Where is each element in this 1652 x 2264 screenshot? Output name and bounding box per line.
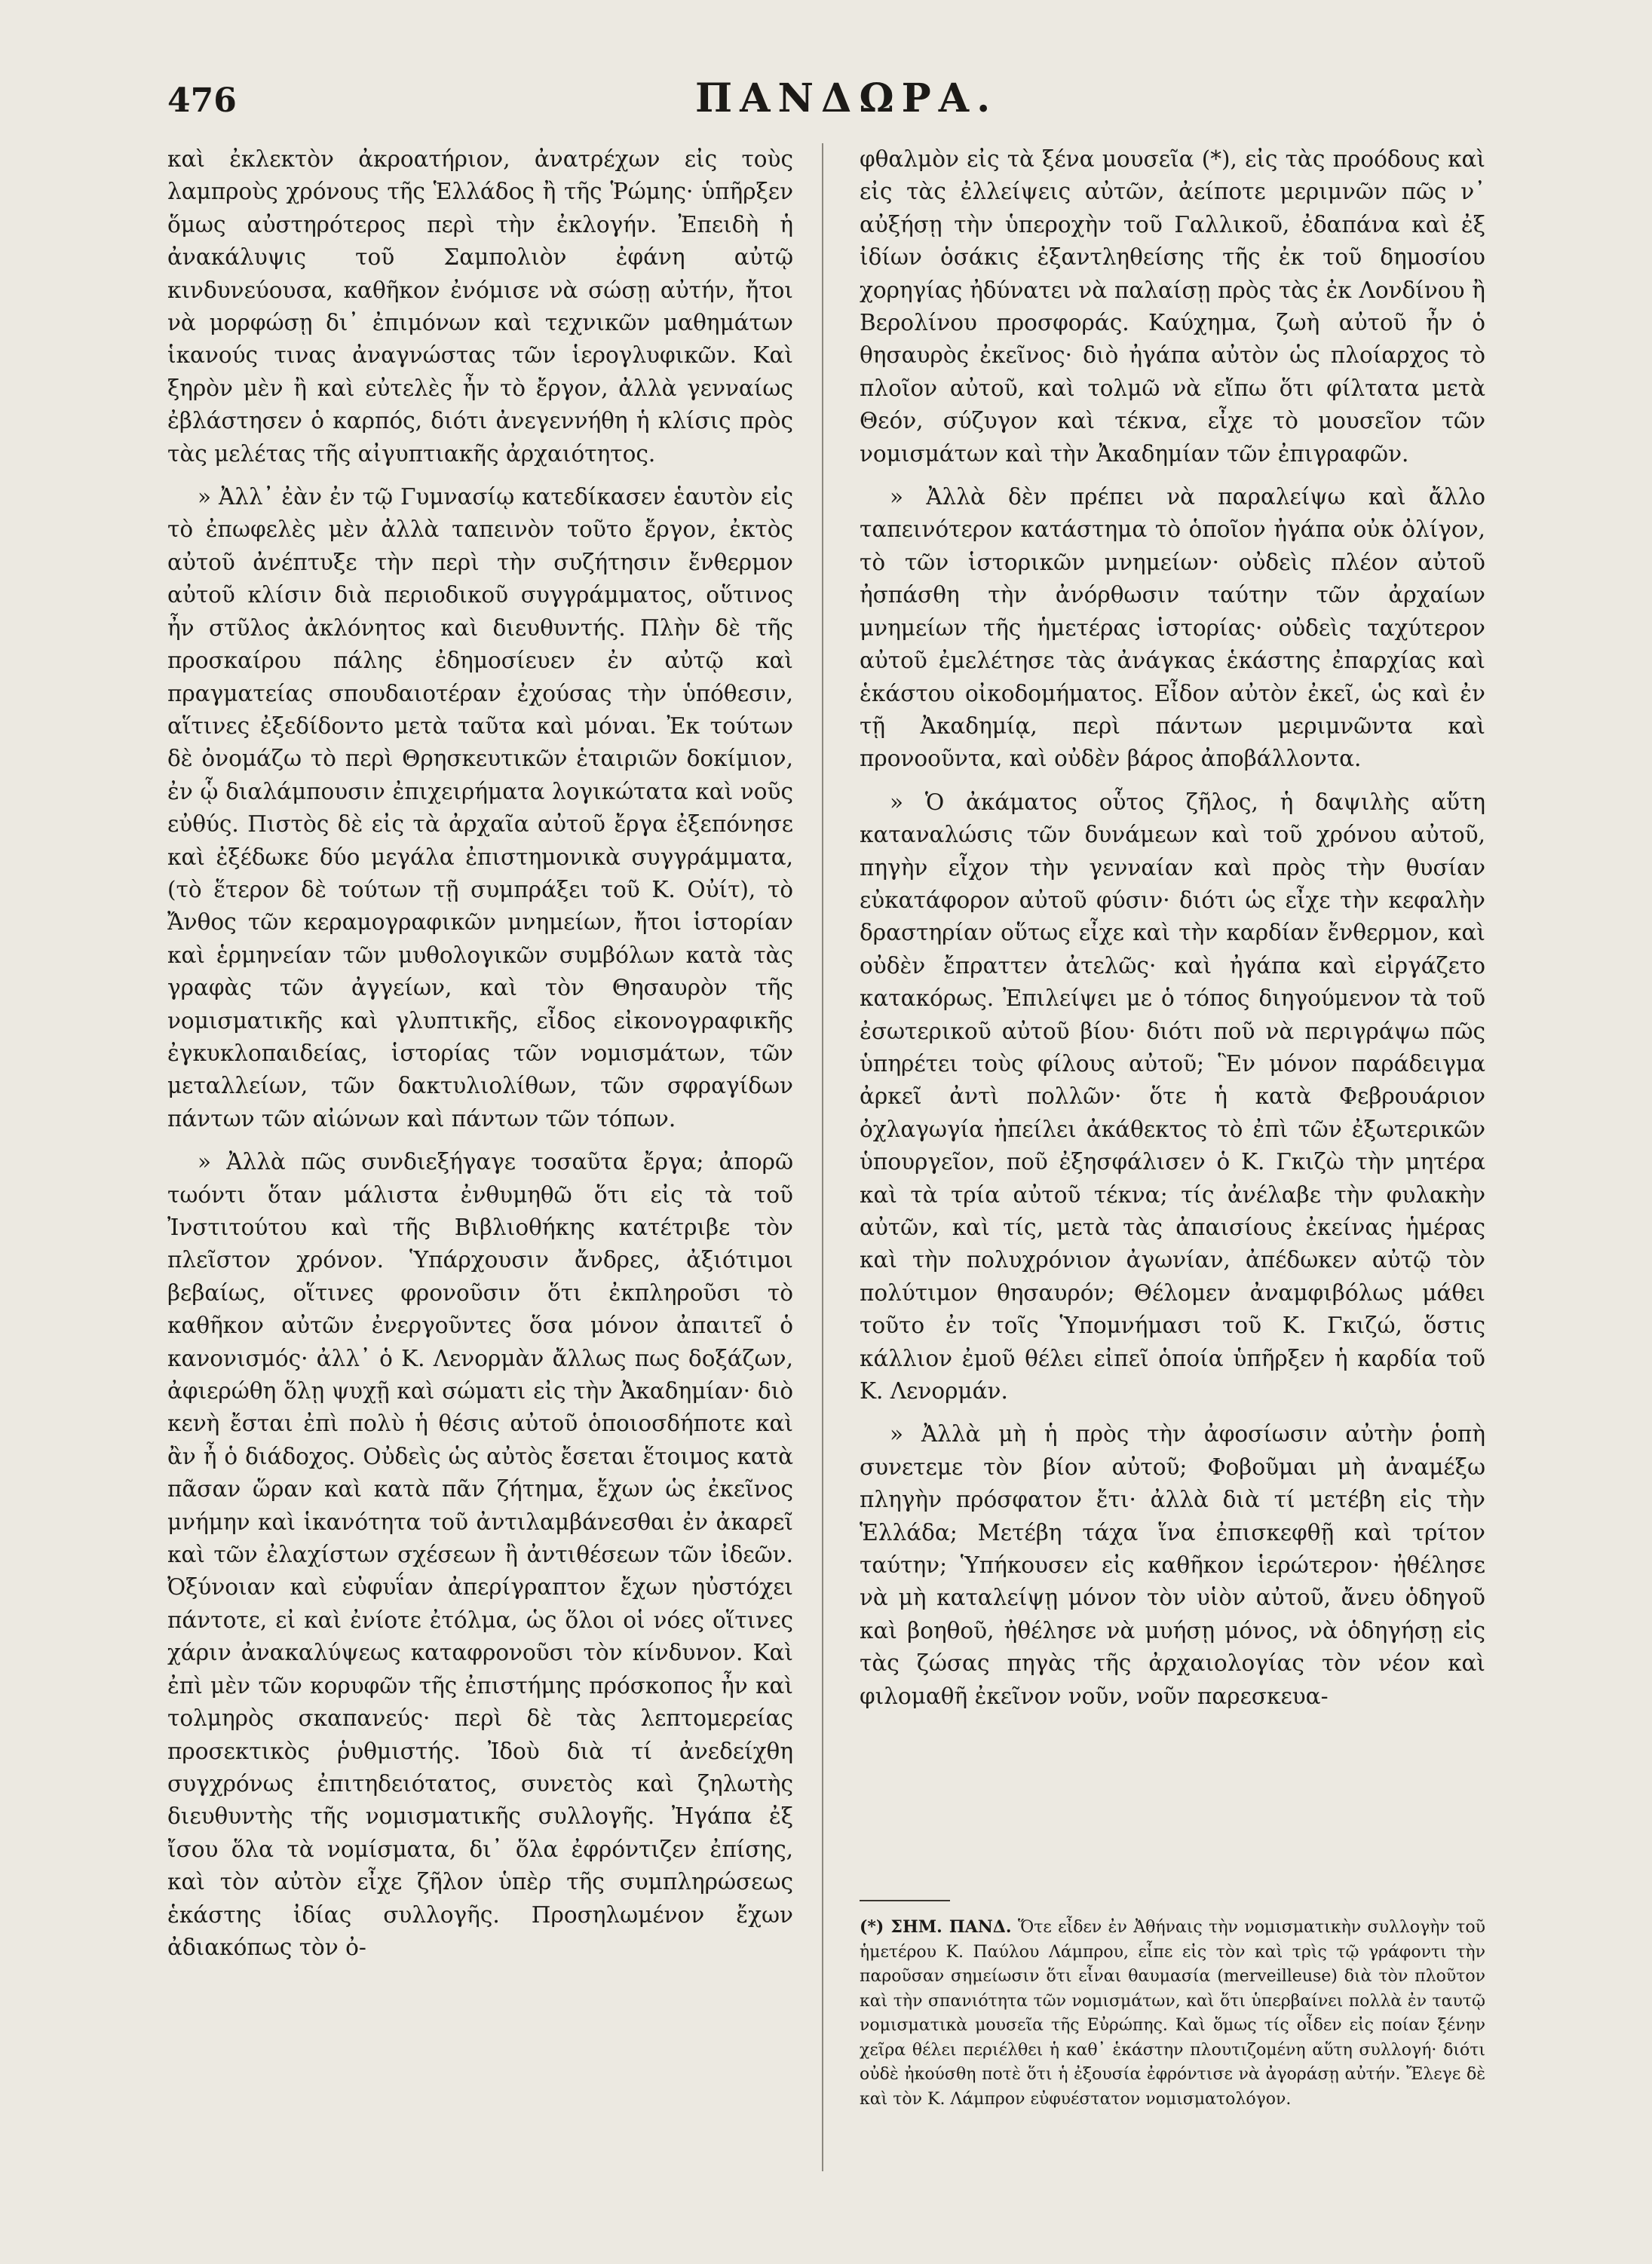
footnote-text: Ὅτε εἶδεν ἐν Ἀθήναις τὴν νομισματικὴν συλλογὴν τοῦ ἡμετέρου Κ. Παύλου Λάμπρου, εἶπε εἰς τὸν καὶ τρὶς τῷ γράφοντι τὴν παροῦσαν σημείωσιν ὅτι εἶναι θαυμασία (merveilleuse) διὰ τὸν πλοῦτον καὶ τὴν σπανιότητα τῶν νομισμάτων, καὶ ὅτι ὑπερβαίνει πολλὰ ἐν ταυτῷ νομισματικὰ μουσεῖα τῆς Εὐρώπης. Καὶ ὅμως τίς οἶδεν εἰς ποίαν ξένην χεῖρα θέλει περιέλθει ἡ καθ᾽ ἑκάστην πλουτιζομένη αὕτη συλλογή· διότι οὐδὲ ἠκούσθη ποτὲ ὅτι ἡ ἐξουσία ἐφρόντισε νὰ ἀγοράσῃ αὐτήν. Ἔλεγε δὲ καὶ τὸν Κ. Λάμπρον εὐφυέστατον νομισματολόγον. (860, 1918, 1485, 2109)
right-column (860, 143, 1485, 1723)
paragraph: φθαλμὸν εἰς τὰ ξένα μουσεῖα (*), εἰς τὰς προόδους καὶ εἰς τὰς ἐλλείψεις αὐτῶν, ἀείποτε μεριμνῶν πῶς ν᾽ αὐξήσῃ τὴν ὑπεροχὴν τοῦ Γαλλικοῦ, ἐδαπάνα καὶ ἐξ ἰδίων ὁσάκις ἐξαντληθείσης τῆς ἐκ τοῦ δημοσίου χορηγίας ἠδύνατει νὰ παλαίσῃ πρὸς τὰς ἐκ Λονδίνου ἢ Βερολίνου προσφοράς. Καύχημα, ζωὴ αὐτοῦ ἦν ὁ θησαυρὸς ἐκεῖνος· διὸ ἠγάπα αὐτὸν ὡς πλοίαρχος τὸ πλοῖον αὐτοῦ, καὶ τολμῶ νὰ εἴπω ὅτι φίλτατα μετὰ Θεόν, σύζυγον καὶ τέκνα, εἶχε τὸ μουσεῖον τῶν νομισμάτων καὶ τὴν Ἀκαδημίαν τῶν ἐπιγραφῶν. (860, 146, 1485, 467)
left-column (167, 143, 793, 1974)
footnote (860, 1915, 1485, 2112)
page-number: 476 (167, 81, 237, 120)
page-header (167, 75, 1494, 136)
journal-title: ΠΑΝΔΩΡΑ. (695, 75, 998, 121)
paragraph: » Ὁ ἀκάματος οὗτος ζῆλος, ἡ δαψιλὴς αὕτη καταναλώσις τῶν δυνάμεων καὶ τοῦ χρόνου αὐτοῦ, πηγὴν εἶχον τὴν γενναίαν καὶ πρὸς τὴν θυσίαν εὐκατάφορον αὐτοῦ φύσιν· διότι ὡς εἶχε τὴν κεφαλὴν δραστηρίαν οὕτως εἶχε καὶ τὴν καρδίαν ἔνθερμον, καὶ οὐδὲν ἔπραττεν ἀτελῶς· καὶ ἠγάπα καὶ εἰργάζετο κατακόρως. Ἐπιλείψει με ὁ τόπος διηγούμενον τὰ τοῦ ἐσωτερικοῦ αὐτοῦ βίου· διότι ποῦ νὰ περιγράψω πῶς ὑπηρέτει τοὺς φίλους αὐτοῦ; Ἓν μόνον παράδειγμα ἀρκεῖ ἀντὶ πολλῶν· ὅτε ἡ κατὰ Φεβρουάριον ὀχλαγωγία ἠπείλει ἀκάθεκτος τὸ ἐπὶ τῶν ἐξωτερικῶν ὑπουργεῖον, ποῦ ἐξησφάλισεν ὁ Κ. Γκιζὼ τὴν μητέρα καὶ τὰ τρία αὐτοῦ τέκνα; τίς ἀνέλαβε τὴν φυλακὴν αὐτῶν, καὶ τίς, μετὰ τὰς ἀπαισίους ἐκείνας ἡμέρας καὶ τὴν πολυχρόνιον ἀγωνίαν, ἀπέδωκεν αὐτῷ τὸν πολύτιμον θησαυρόν; Θέλομεν ἀναμφιβόλως μάθει τοῦτο ἐν τοῖς Ὑπομνήμασι τοῦ Κ. Γκιζώ, ὅστις κάλλιον ἐμοῦ θέλει εἰπεῖ ὁποία ὑπῆρξεν ἡ καρδία τοῦ Κ. Λενορμάν. (860, 789, 1485, 1405)
paragraph: καὶ ἐκλεκτὸν ἀκροατήριον, ἀνατρέχων εἰς τοὺς λαμπροὺς χρόνους τῆς Ἑλλάδος ἢ τῆς Ῥώμης· ὑπῆρξεν ὅμως αὐστηρότερος περὶ τὴν ἐκλογήν. Ἐπειδὴ ἡ ἀνακάλυψις τοῦ Σαμπολιὸν ἐφάνη αὐτῷ κινδυνεύουσα, καθῆκον ἐνόμισε νὰ σώσῃ αὐτήν, ἤτοι νὰ μορφώσῃ δι᾽ ἐπιμόνων καὶ τεχνικῶν μαθημάτων ἱκανούς τινας ἀναγνώστας τῶν ἱερογλυφικῶν. Καὶ ξηρὸν μὲν ἢ καὶ εὐτελὲς ἦν τὸ ἔργον, ἀλλὰ γενναίως ἐβλάστησεν ὁ καρπός, διότι ἀνεγεννήθη ἡ κλίσις πρὸς τὰς μελέτας τῆς αἰγυπτιακῆς ἀρχαιότητος. (167, 146, 793, 467)
paragraph: » Ἀλλὰ πῶς συνδιεξήγαγε τοσαῦτα ἔργα; ἀπορῶ τωόντι ὅταν μάλιστα ἐνθυμηθῶ ὅτι εἰς τὰ τοῦ Ἰνστιτούτου καὶ τῆς Βιβλιοθήκης κατέτριβε τὸν πλεῖστον χρόνον. Ὑπάρχουσιν ἄνδρες, ἀξιότιμοι βεβαίως, οἵτινες φρονοῦσιν ὅτι ἐκπληροῦσι τὸ καθῆκον αὐτῶν ἐνεργοῦντες ὅσα μόνον ἀπαιτεῖ ὁ κανονισμός· ἀλλ᾽ ὁ Κ. Λενορμὰν ἄλλως πως δοξάζων, ἀφιερώθη ὅλῃ ψυχῇ καὶ σώματι εἰς τὴν Ἀκαδημίαν· διὸ κενὴ ἔσται ἐπὶ πολὺ ἡ θέσις αὐτοῦ ὁποιοσδήποτε καὶ ἂν ἦ ὁ διάδοχος. Οὐδεὶς ὡς αὐτὸς ἔσεται ἕτοιμος κατὰ πᾶσαν ὥραν καὶ κατὰ πᾶν ζήτημα, ἔχων ὡς ἐκεῖνος μνήμην καὶ ἱκανότητα τοῦ ἀντιλαμβάνεσθαι ἐν ἀκαρεῖ καὶ τῶν ἐλαχίστων σχέσεων ἢ ἀντιθέσεων τῶν ἰδεῶν. Ὀξύνοιαν καὶ εὐφυΐαν ἀπερίγραπτον ἔχων ηὐστόχει πάντοτε, εἰ καὶ ἐνίοτε ἐτόλμα, ὡς ὅλοι οἱ νόες οἵτινες χάριν ἀνακαλύψεως καταφρονοῦσι τὸν κίνδυνον. Καὶ ἐπὶ μὲν τῶν κορυφῶν τῆς ἐπιστήμης πρόσκοπος ἦν καὶ τολμηρὸς σκαπανεύς· περὶ δὲ τὰς λεπτομερείας προσεκτικὸς ῥυθμιστής. Ἰδοὺ διὰ τί ἀνεδείχθη συγχρόνως ἐπιτηδειότατος, συνετὸς καὶ ζηλωτὴς διευθυντὴς τῆς νομισματικῆς συλλογῆς. Ἠγάπα ἐξ ἴσου ὅλα τὰ νομίσματα, δι᾽ ὅλα ἐφρόντιζεν ἐπίσης, καὶ τὸν αὐτὸν εἶχε ζῆλον ὑπὲρ τῆς συμπληρώσεως ἑκάστης ἰδίας συλλογῆς. Προσηλωμένον ἔχων ἀδιακόπως τὸν ὀ- (167, 1149, 793, 1960)
footnote-rule (860, 1900, 950, 1901)
column-divider (822, 143, 823, 2171)
footnote-label: (*) ΣΗΜ. ΠΑΝΔ. (860, 1917, 1012, 1937)
paragraph: » Ἀλλὰ δὲν πρέπει νὰ παραλείψω καὶ ἄλλο ταπεινότερον κατάστημα τὸ ὁποῖον ἠγάπα οὐκ ὀλίγον, τὸ τῶν ἱστορικῶν μνημείων· οὐδεὶς πλέον αὐτοῦ ἠσπάσθη τὴν ἀνόρθωσιν ταύτην τῶν ἀρχαίων μνημείων τῆς ἡμετέρας ἱστορίας· οὐδεὶς ταχύτερον αὐτοῦ ἐμελέτησε τὰς ἀνάγκας ἑκάστης ἐπαρχίας καὶ ἑκάστου οἰκοδομήματος. Εἶδον αὐτὸν ἐκεῖ, ὡς καὶ ἐν τῇ Ἀκαδημίᾳ, περὶ πάντων μεριμνῶντα καὶ προνοοῦντα, καὶ οὐδὲν βάρος ἀποβάλλοντα. (860, 484, 1485, 772)
paragraph: » Ἀλλ᾽ ἐὰν ἐν τῷ Γυμνασίῳ κατεδίκασεν ἑαυτὸν εἰς τὸ ἐπωφελὲς μὲν ἀλλὰ ταπεινὸν τοῦτο ἔργον, ἐκτὸς αὐτοῦ ἀνέπτυξε τὴν περὶ τὴν συζήτησιν ἔνθερμον αὐτοῦ κλίσιν διὰ περιοδικοῦ συγγράμματος, οὕτινος ἦν στῦλος ἀκλόνητος καὶ διευθυντής. Πλὴν δὲ τῆς προσκαίρου πάλης ἐδημοσίευεν ἐν αὐτῷ καὶ πραγματείας σπουδαιοτέραν ἐχούσας τὴν ὑπόθεσιν, αἵτινες ἐξεδίδοντο μετὰ ταῦτα καὶ μόναι. Ἐκ τούτων δὲ ὀνομάζω τὸ περὶ Θρησκευτικῶν ἑταιριῶν δοκίμιον, ἐν ᾧ διαλάμπουσιν ἐπιχειρήματα λογικώτατα καὶ νοῦς εὐθύς. Πιστὸς δὲ εἰς τὰ ἀρχαῖα αὐτοῦ ἔργα ἐξεπόνησε καὶ ἐξέδωκε δύο μεγάλα ἐπιστημονικὰ συγγράμματα, (τὸ ἕτερον δὲ τούτων τῇ συμπράξει τοῦ Κ. Οὐίτ), τὸ Ἄνθος τῶν κεραμογραφικῶν μνημείων, ἤτοι ἱστορίαν καὶ ἑρμηνείαν τῶν μυθολογικῶν συμβόλων κατὰ τὰς γραφὰς τῶν ἀγγείων, καὶ τὸν Θησαυρὸν τῆς νομισματικῆς καὶ γλυπτικῆς, εἶδος εἰκονογραφικῆς ἐγκυκλοπαιδείας, ἱστορίας τῶν νομισμάτων, τῶν μεταλλείων, τῶν δακτυλιολίθων, τῶν σφραγίδων πάντων τῶν αἰώνων καὶ πάντων τῶν τόπων. (167, 484, 793, 1132)
paragraph: » Ἀλλὰ μὴ ἡ πρὸς τὴν ἀφοσίωσιν αὐτὴν ῥοπὴ συνετεμε τὸν βίον αὐτοῦ; Φοβοῦμαι μὴ ἀναμέξω πληγὴν πρόσφατον ἔτι· ἀλλὰ διὰ τί μετέβη εἰς τὴν Ἑλλάδα; Μετέβη τάχα ἵνα ἐπισκεφθῇ καὶ τρίτον ταύτην; Ὑπήκουσεν εἰς καθῆκον ἱερώτερον· ἠθέλησε νὰ μὴ καταλείψῃ μόνον τὸν υἱὸν αὐτοῦ, ἄνευ ὁδηγοῦ καὶ βοηθοῦ, ἠθέλησε νὰ μυήσῃ μόνος, νὰ ὁδηγήσῃ εἰς τὰς ζώσας πηγὰς τῆς ἀρχαιολογίας τὸν νέον καὶ φιλομαθῆ ἐκεῖνον νοῦν, νοῦν παρεσκευα- (860, 1421, 1485, 1709)
